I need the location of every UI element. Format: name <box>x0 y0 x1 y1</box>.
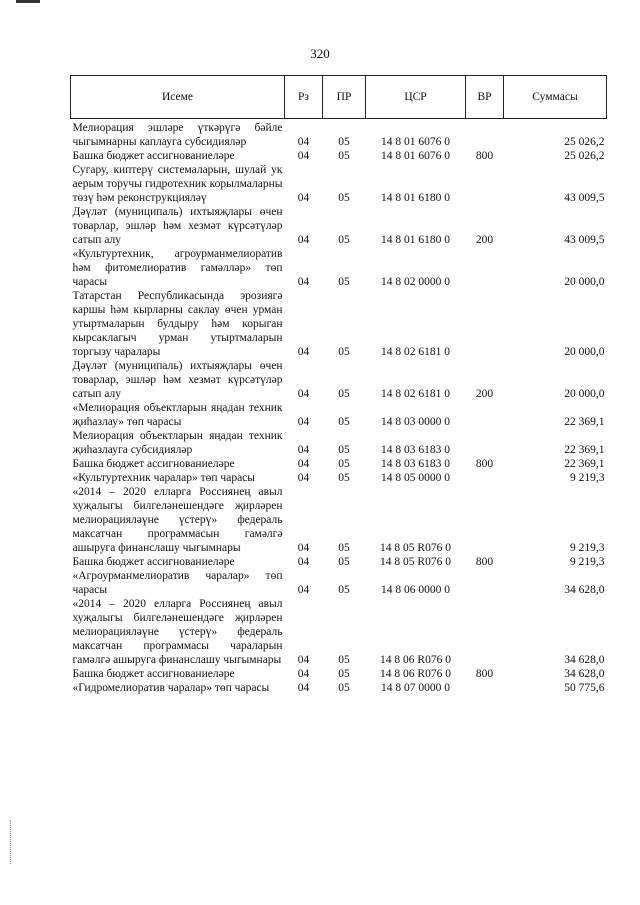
table-row <box>71 471 607 485</box>
table-row <box>71 149 607 163</box>
row-vr: 800 <box>475 458 494 470</box>
row-rz: 04 <box>297 654 310 666</box>
row-rz: 04 <box>297 556 310 568</box>
row-pr: 05 <box>338 416 350 428</box>
row-amount: 34 628,0 <box>564 668 605 680</box>
row-amount: 9 219,3 <box>570 542 605 554</box>
row-pr: 05 <box>338 388 350 400</box>
row-name: «2014 – 2020 елларга Россиянең авыл хуҗалыгы билгеләнешендәге җирләрен мелиорацияләүне үстерү» федераль максатчан программасын гамәлгә ашыруга финанслашу чыгымнары <box>72 486 283 554</box>
row-rz: 04 <box>297 472 310 484</box>
row-pr: 05 <box>338 150 350 162</box>
row-amount: 43 009,5 <box>564 234 605 246</box>
row-name: Дәүләт (муниципаль) ихтыяҗлары өчен товарлар, эшләр һәм хезмәт күрсәтүләр сатып алу <box>72 360 283 400</box>
row-name: «Культуртехник чаралар» төп чарасы <box>72 472 256 484</box>
row-csr: 14 8 01 6076 0 <box>381 136 450 148</box>
row-name: Башка бюджет ассигнованиеләре <box>72 150 235 162</box>
row-vr <box>466 119 504 150</box>
row-csr: 14 8 07 0000 0 <box>381 682 450 694</box>
row-amount: 43 009,5 <box>564 192 605 204</box>
row-amount: 25 026,2 <box>564 150 605 162</box>
table-row <box>71 289 607 359</box>
row-rz: 04 <box>297 150 310 162</box>
row-name: «Агроурманмелиоратив чаралар» төп чарасы <box>72 570 283 596</box>
row-vr <box>466 401 504 429</box>
row-vr: 800 <box>475 150 494 162</box>
corner-scan-mark <box>16 0 40 3</box>
row-pr: 05 <box>338 136 350 148</box>
row-vr <box>466 597 504 667</box>
column-header-name: Исеме <box>71 76 285 119</box>
row-rz: 04 <box>297 234 310 246</box>
row-amount: 20 000,0 <box>564 276 605 288</box>
row-name: Башка бюджет ассигнованиеләре <box>72 458 235 470</box>
row-vr: 200 <box>475 388 494 400</box>
row-pr: 05 <box>338 192 350 204</box>
row-rz: 04 <box>297 416 310 428</box>
row-amount: 34 628,0 <box>564 654 605 666</box>
row-name: Сугару, киптерү системаларын, шулай ук аерым торучы гидротехник корылмаларны төзү һәм реконструкцияләү <box>72 164 283 204</box>
row-amount: 20 000,0 <box>564 346 605 358</box>
column-header-rz: Рз <box>285 76 323 119</box>
row-csr: 14 8 02 6181 0 <box>381 388 450 400</box>
row-rz: 04 <box>297 192 310 204</box>
table-row <box>71 597 607 667</box>
row-rz: 04 <box>297 668 310 680</box>
column-header-pr: ПР <box>323 76 366 119</box>
table-row <box>71 681 607 695</box>
row-pr: 05 <box>338 472 350 484</box>
row-name: Татарстан Республикасында эрозиягә каршы һәм кырларны саклау өчен урман утыртмаларын булдыру һәм корыган кырсаклагыч урман утыртмаларын торгызу чаралары <box>72 290 283 358</box>
row-vr <box>466 163 504 205</box>
table-row <box>71 429 607 457</box>
row-rz: 04 <box>297 346 310 358</box>
row-amount: 22 369,1 <box>564 458 605 470</box>
column-header-csr: ЦСР <box>366 76 466 119</box>
budget-table <box>70 75 607 695</box>
row-amount: 20 000,0 <box>564 388 605 400</box>
row-name: Мелиорация объектларын яңадан техник җиһазлауга субсидияләр <box>72 430 283 456</box>
row-rz: 04 <box>297 584 310 596</box>
row-csr: 14 8 05 0000 0 <box>381 472 450 484</box>
row-csr: 14 8 06 R076 0 <box>380 668 451 680</box>
row-csr: 14 8 02 6181 0 <box>381 346 450 358</box>
row-csr: 14 8 01 6180 0 <box>381 192 450 204</box>
row-amount: 9 219,3 <box>570 556 605 568</box>
table-row <box>71 205 607 247</box>
row-amount: 9 219,3 <box>570 472 605 484</box>
row-name: «2014 – 2020 елларга Россиянең авыл хуҗалыгы билгеләнешендәге җирләрен мелиорацияләүне үстерү» федераль максатчан программасы чараларын гамәлгә ашыруга финанслашу чыгымнары <box>72 598 283 666</box>
row-vr <box>466 289 504 359</box>
row-pr: 05 <box>338 682 350 694</box>
row-name: Мелиорация эшләре үткәрүгә бәйле чыгымнарны каплауга субсидияләр <box>72 122 283 148</box>
margin-dots <box>10 820 13 864</box>
row-name: «Мелиорация объектларын яңадан техник җиһазлау» төп чарасы <box>72 402 283 428</box>
row-amount: 50 775,6 <box>564 682 605 694</box>
row-pr: 05 <box>338 584 350 596</box>
row-rz: 04 <box>297 542 310 554</box>
table-row <box>71 119 607 150</box>
row-csr: 14 8 05 R076 0 <box>380 556 451 568</box>
row-csr: 14 8 01 6180 0 <box>381 234 450 246</box>
row-pr: 05 <box>338 346 350 358</box>
column-header-amount: Суммасы <box>504 76 607 119</box>
row-name: «Культуртехник, агроурманмелиоратив һәм фитомелиоратив гамәлләр» төп чарасы <box>72 248 283 288</box>
row-rz: 04 <box>297 458 310 470</box>
row-name: Башка бюджет ассигнованиеләре <box>72 556 235 568</box>
row-pr: 05 <box>338 542 350 554</box>
row-csr: 14 8 05 R076 0 <box>380 542 451 554</box>
row-csr: 14 8 02 0000 0 <box>381 276 450 288</box>
page-number: 320 <box>310 46 330 61</box>
row-pr: 05 <box>338 556 350 568</box>
row-rz: 04 <box>297 276 310 288</box>
row-rz: 04 <box>297 444 310 456</box>
row-csr: 14 8 06 R076 0 <box>380 654 451 666</box>
table-row <box>71 401 607 429</box>
table-header <box>71 76 607 119</box>
row-csr: 14 8 03 6183 0 <box>381 458 450 470</box>
row-csr: 14 8 03 6183 0 <box>381 444 450 456</box>
row-csr: 14 8 03 0000 0 <box>381 416 450 428</box>
table-body <box>71 119 607 696</box>
row-vr: 800 <box>475 668 494 680</box>
row-csr: 14 8 01 6076 0 <box>381 150 450 162</box>
row-vr <box>466 569 504 597</box>
table-row <box>71 555 607 569</box>
row-pr: 05 <box>338 654 350 666</box>
table-row <box>71 163 607 205</box>
row-vr <box>466 247 504 289</box>
row-amount: 22 369,1 <box>564 416 605 428</box>
row-pr: 05 <box>338 444 350 456</box>
table-row <box>71 485 607 555</box>
row-name: Дәүләт (муниципаль) ихтыяҗлары өчен товарлар, эшләр һәм хезмәт күрсәтүләр сатып алу <box>72 206 283 246</box>
row-vr <box>466 681 504 695</box>
row-csr: 14 8 06 0000 0 <box>381 584 450 596</box>
row-amount: 34 628,0 <box>564 584 605 596</box>
row-amount: 22 369,1 <box>564 444 605 456</box>
row-amount: 25 026,2 <box>564 136 605 148</box>
row-name: «Гидромелиоратив чаралар» төп чарасы <box>72 682 270 694</box>
table-row <box>71 569 607 597</box>
table-row <box>71 457 607 471</box>
column-header-vr: ВР <box>466 76 504 119</box>
row-vr <box>466 429 504 457</box>
row-name: Башка бюджет ассигнованиеләре <box>72 668 235 680</box>
row-rz: 04 <box>297 682 310 694</box>
row-vr <box>466 471 504 485</box>
row-vr <box>466 485 504 555</box>
row-pr: 05 <box>338 458 350 470</box>
row-vr: 200 <box>475 234 494 246</box>
row-pr: 05 <box>338 276 350 288</box>
table-row <box>71 247 607 289</box>
row-pr: 05 <box>338 668 350 680</box>
row-vr: 800 <box>475 556 494 568</box>
row-pr: 05 <box>338 234 350 246</box>
table-row <box>71 667 607 681</box>
table-row <box>71 359 607 401</box>
row-rz: 04 <box>297 388 310 400</box>
row-rz: 04 <box>297 136 310 148</box>
